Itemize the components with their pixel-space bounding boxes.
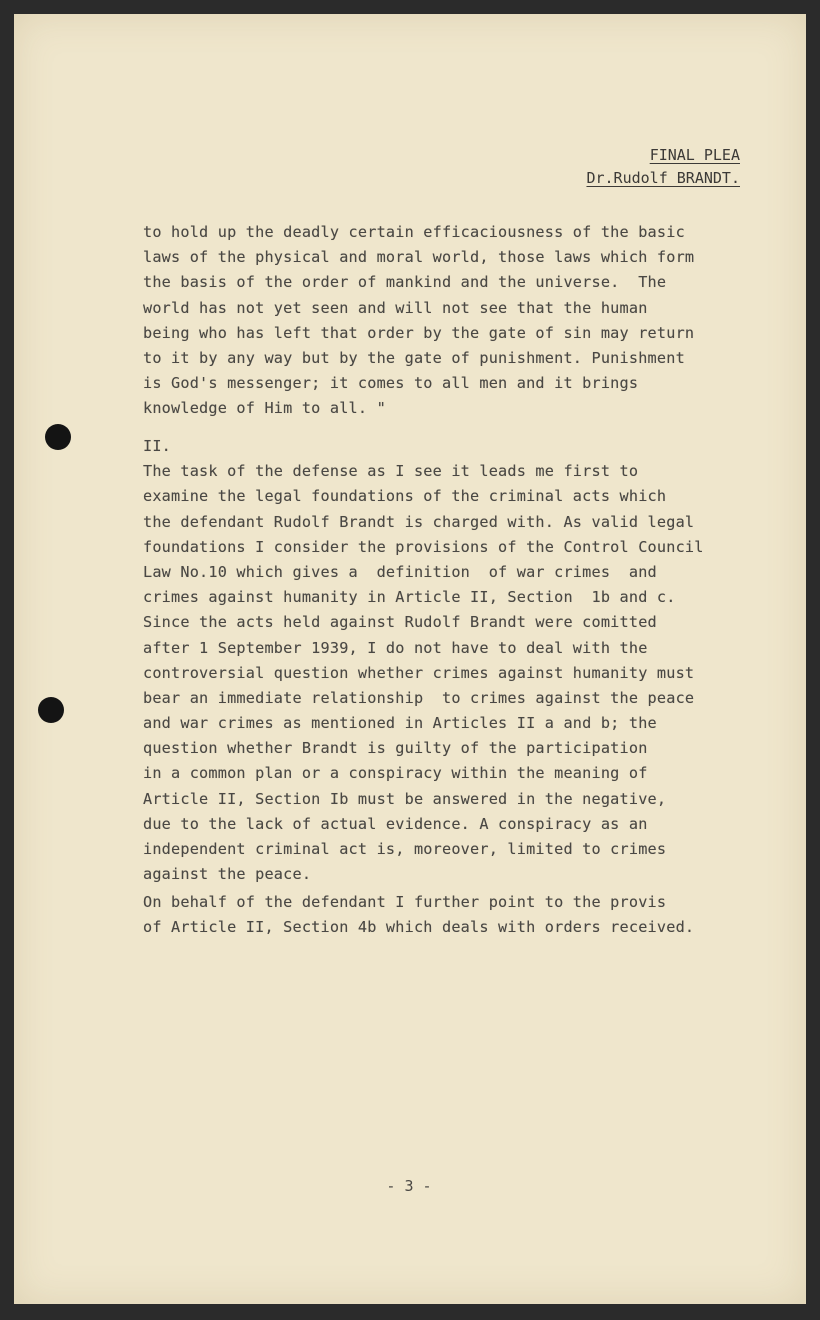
text-line: being who has left that order by the gate of sin may return [143, 323, 695, 342]
text-line: to it by any way but by the gate of punishment. Punishment [143, 348, 685, 367]
text-line: in a common plan or a conspiracy within the meaning of [143, 764, 648, 783]
document-page [14, 14, 806, 1304]
text-line: foundations I consider the provisions of the Control Council [143, 537, 704, 556]
text-line: The task of the defense as I see it leads me first to [143, 462, 639, 481]
page-number [14, 1177, 806, 1195]
text-line: the basis of the order of mankind and the universe. The [143, 273, 667, 292]
text-line: knowledge of Him to all. " [143, 399, 386, 418]
text-line: to hold up the deadly certain efficaciousness of the basic [143, 223, 685, 241]
text-line: of Article II, Section 4b which deals with orders received. [143, 918, 695, 937]
text-line: Article II, Section Ib must be answered in the negative, [143, 789, 667, 808]
text-line: bear an immediate relationship to crimes against the peace [143, 688, 695, 707]
text-line: On behalf of the defendant I further point to the provis [143, 893, 667, 911]
paragraph-2 [143, 434, 773, 887]
text-line: and war crimes as mentioned in Articles II a and b; the [143, 714, 657, 733]
punch-hole [38, 697, 64, 723]
header-author: Dr.Rudolf BRANDT. [586, 169, 740, 187]
text-line: independent criminal act is, moreover, limited to crimes [143, 840, 667, 858]
punch-hole [45, 424, 71, 450]
text-line: world has not yet seen and will not see that the human [143, 298, 648, 317]
text-line: crimes against humanity in Article II, Section 1b and c. [143, 588, 676, 607]
page-number-text: - 3 - [386, 1177, 432, 1195]
paragraph-1 [143, 220, 773, 422]
text-line: Since the acts held against Rudolf Brandt were comitted [143, 613, 657, 632]
document-header [586, 144, 740, 190]
text-line: the defendant Rudolf Brandt is charged with. As valid legal [143, 512, 695, 531]
text-line: examine the legal foundations of the criminal acts which [143, 487, 667, 506]
text-line: Law No.10 which gives a definition of war crimes and [143, 562, 657, 581]
text-line: after 1 September 1939, I do not have to deal with the [143, 638, 648, 657]
text-line: laws of the physical and moral world, those laws which form [143, 248, 695, 267]
section-heading: II. [143, 437, 172, 455]
text-line: question whether Brandt is guilty of the participation [143, 739, 648, 758]
text-line: controversial question whether crimes against humanity must [143, 663, 695, 682]
text-line: against the peace. [143, 865, 312, 884]
text-line: due to the lack of actual evidence. A conspiracy as an [143, 814, 648, 833]
text-line: is God's messenger; it comes to all men and it brings [143, 374, 639, 393]
paragraph-3 [143, 890, 773, 940]
header-title: FINAL PLEA [649, 146, 740, 164]
